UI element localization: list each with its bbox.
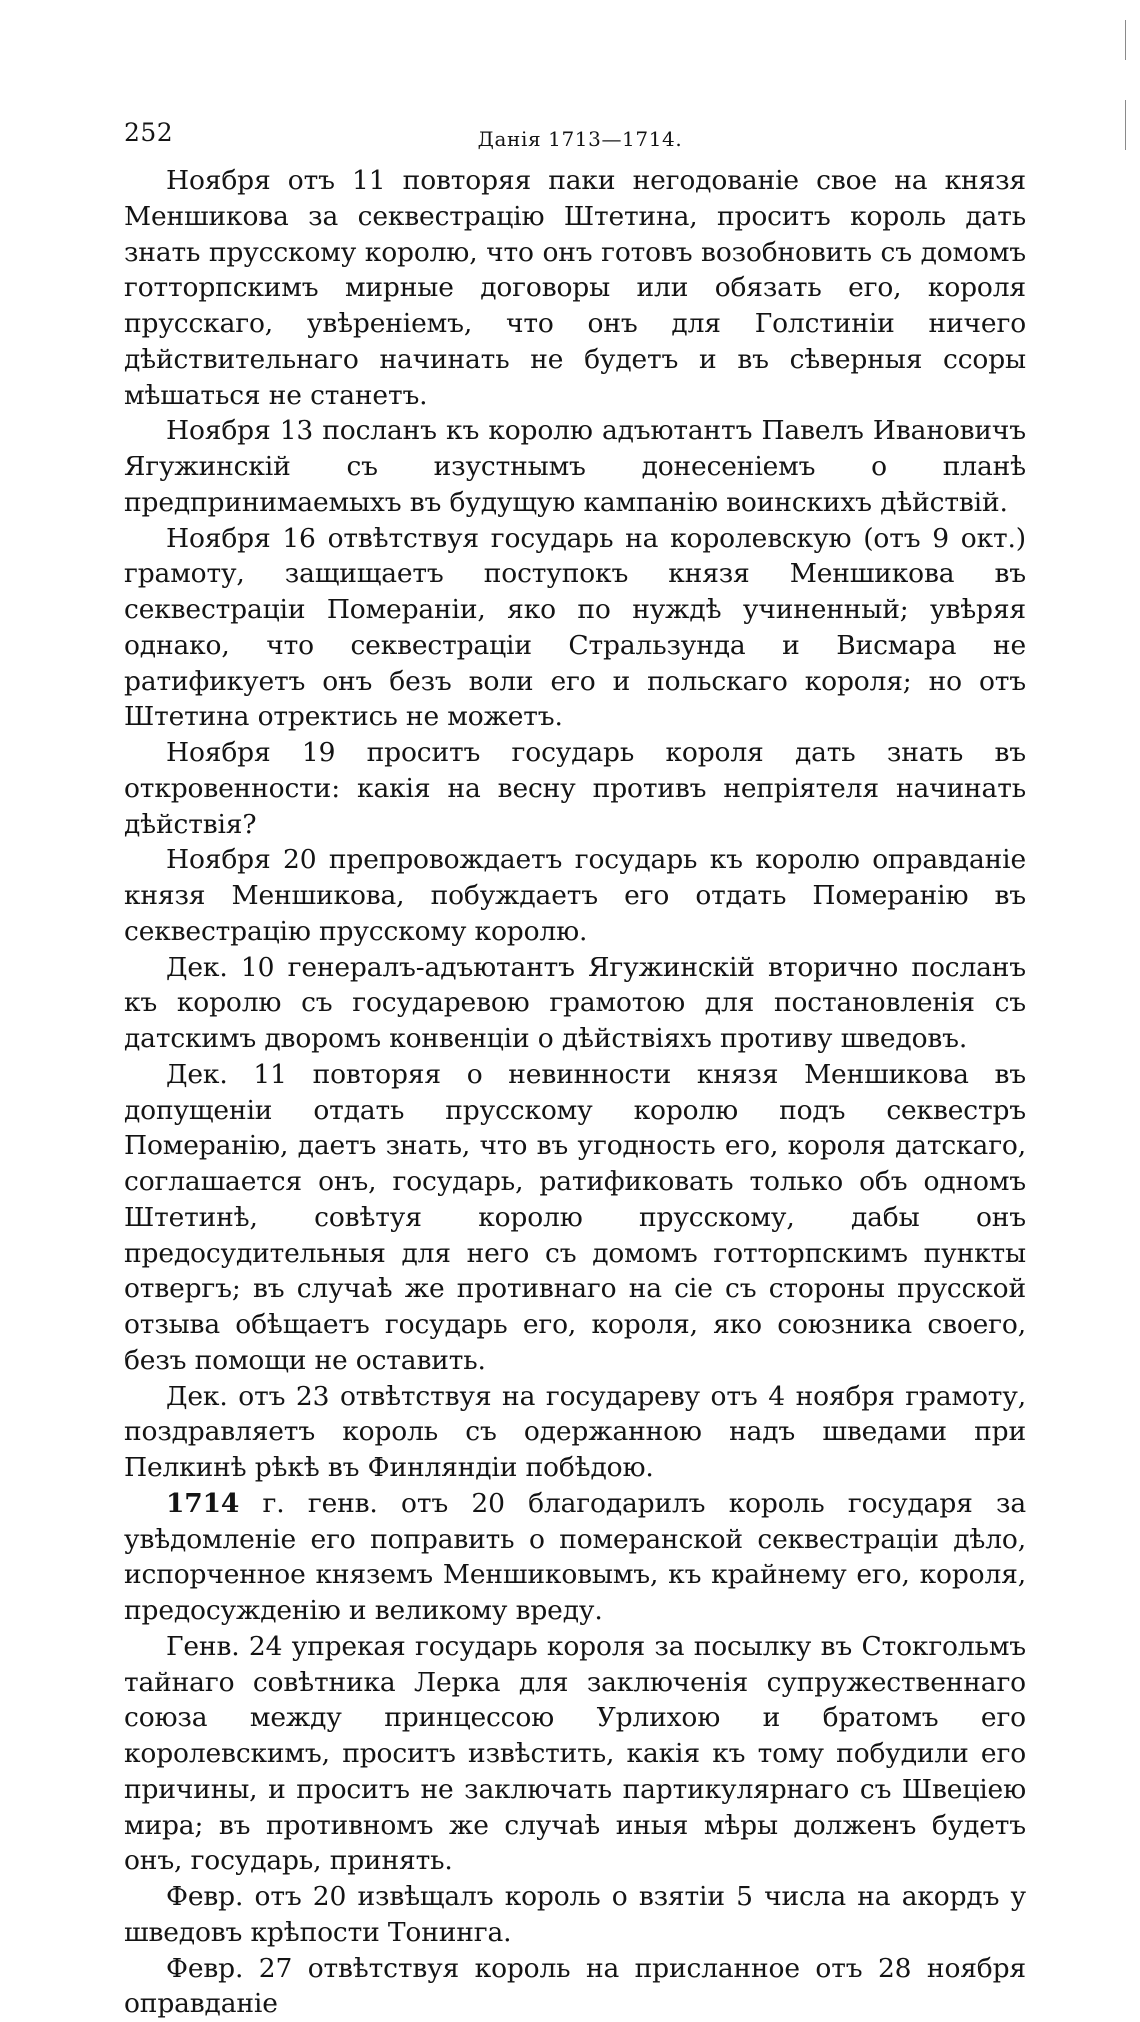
- entry-feb-27: Февр. 27 отвѣтствуя король на присланное отъ 28 ноября оправданіе: [124, 1951, 1026, 2022]
- entry-dec-10: Дек. 10 генералъ-адъютантъ Ягужинскій вторично посланъ къ королю съ государевою грамотою для постановленія съ датскимъ дворомъ конвенціи о дѣйствіяхъ противу шведовъ.: [124, 950, 1026, 1057]
- page-number: 252: [124, 118, 173, 147]
- entry-1714-jan-20: [124, 1486, 1026, 1629]
- document-body: [124, 163, 1026, 2022]
- year-label: 1714: [166, 1488, 239, 1519]
- entry-text: г. генв. отъ 20 благодарилъ король государя за увѣдомленіе его поправить о померанской секвестраціи дѣло, испорченное княземъ Меншиковымъ, къ крайнему его, короля, предосужденію и великому вреду.: [124, 1488, 1026, 1626]
- entry-nov-16: Ноября 16 отвѣтствуя государь на королевскую (отъ 9 окт.) грамоту, защищаетъ поступокъ князя Меншикова въ секвестраціи Помераніи, яко по нуждѣ учиненный; увѣряя однако, что секвестраціи Стральзунда и Висмара не ратификуетъ онъ безъ воли его и польскаго короля; но отъ Штетина отректись не можетъ.: [124, 521, 1026, 736]
- running-head: Данія 1713—1714.: [0, 127, 1140, 151]
- entry-dec-11: Дек. 11 повторяя о невинности князя Меншикова въ допущеніи отдать прусскому королю подъ секвестръ Померанію, даетъ знать, что въ угодность его, короля датскаго, соглашается онъ, государь, ратификовать только объ одномъ Штетинѣ, совѣтуя королю прусскому, дабы онъ предосудительныя для него съ домомъ готторпскимъ пункты отвергъ; въ случаѣ же противнаго на сіе съ стороны прусской отзыва обѣщаетъ государь его, короля, яко союзника своего, безъ помощи не оставить.: [124, 1057, 1026, 1379]
- entry-nov-13: Ноября 13 посланъ къ королю адъютантъ Павелъ Ивановичъ Ягужинскій съ изустнымъ донесеніемъ о планѣ предпринимаемыхъ въ будущую кампанію воинскихъ дѣйствій.: [124, 413, 1026, 520]
- entry-dec-23: Дек. отъ 23 отвѣтствуя на государеву отъ 4 ноября грамоту, поздравляетъ король съ одержанною надъ шведами при Пелкинѣ рѣкѣ въ Финляндіи побѣдою.: [124, 1379, 1026, 1486]
- entry-nov-11: Ноября отъ 11 повторяя паки негодованіе свое на князя Меншикова за секвестрацію Штетина, проситъ король дать знать прусскому королю, что онъ готовъ возобновить съ домомъ готторпскимъ мирные договоры или обязать его, короля прусскаго, увѣреніемъ, что онъ для Голстиніи ничего дѣйствительнаго начинать не будетъ и въ сѣверныя ссоры мѣшаться не станетъ.: [124, 163, 1026, 413]
- entry-jan-24: Генв. 24 упрекая государь короля за посылку въ Стокгольмъ тайнаго совѣтника Лерка для заключенія супружественнаго союза между принцессою Урлихою и братомъ его королевскимъ, проситъ извѣстить, какія къ тому побудили его причины, и проситъ не заключать партикулярнаго съ Швеціею мира; въ противномъ же случаѣ иныя мѣры долженъ будетъ онъ, государь, принять.: [124, 1629, 1026, 1879]
- entry-feb-20: Февр. отъ 20 извѣщалъ король о взятіи 5 числа на акордъ у шведовъ крѣпости Тонинга.: [124, 1879, 1026, 1951]
- scan-edge-line: [1125, 20, 1126, 60]
- entry-nov-19: Ноября 19 проситъ государь короля дать знать въ откровенности: какія на весну противъ непріятеля начинать дѣйствія?: [124, 735, 1026, 842]
- entry-nov-20: Ноября 20 препровождаетъ государь къ королю оправданіе князя Меншикова, побуждаетъ его отдать Померанію въ секвестрацію прусскому королю.: [124, 842, 1026, 949]
